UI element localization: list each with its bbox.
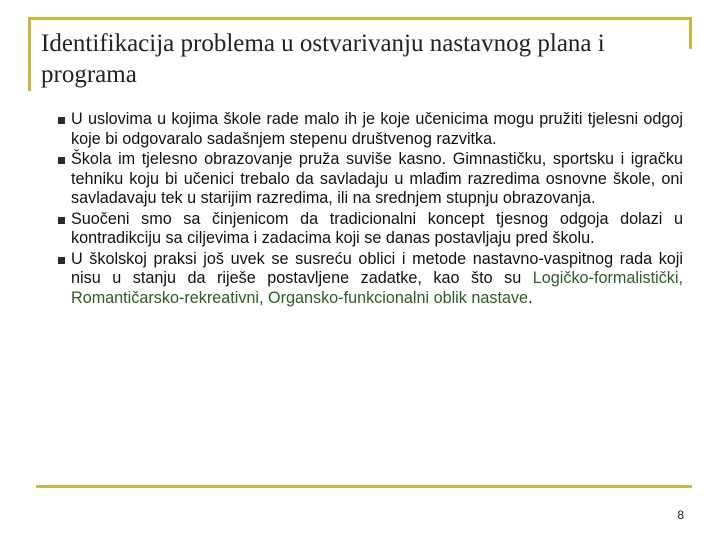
square-bullet-icon	[58, 117, 65, 124]
bullet-text: U školskoj praksi još uvek se susreću oblici i metode nastavno-vaspitnog rada koji nisu u stanju da riješe postavljene zadatke, kao što su	[71, 249, 683, 287]
footer-divider	[36, 485, 692, 488]
frame-left-line	[28, 17, 31, 91]
frame-top-line	[28, 17, 692, 20]
bullet-text: Škola im tjelesno obrazovanje pruža suviše kasno. Gimnastičku, sportsku i igračku tehniku koju bi učenici trebalo da savladaju u mlađim razredima osnovne škole, oni savladavaju tek u starijim razredima, ili na srednjem stupnju obrazovanja.	[71, 150, 683, 207]
page-number: 8	[677, 508, 684, 522]
square-bullet-icon	[58, 157, 65, 164]
bullet-text-end: .	[528, 288, 533, 307]
bullet-item-3	[58, 210, 683, 249]
bullet-item-1	[58, 110, 683, 149]
bullet-item-2	[58, 150, 683, 209]
slide-title: Identifikacija problema u ostvarivanju nastavnog plana i programa	[41, 30, 605, 88]
bullet-list	[58, 110, 683, 309]
bullet-highlight-text: Logičko-formalistički, Romantičarsko-rekreativni, Organsko-funkcionalni oblik nastave	[71, 269, 683, 307]
square-bullet-icon	[58, 217, 65, 224]
square-bullet-icon	[58, 257, 65, 264]
bullet-item-4	[58, 250, 683, 309]
bullet-text: Suočeni smo sa činjenicom da tradicionalni koncept tjesnog odgoja dolazi u kontradikciju sa ciljevima i zadacima koji se danas postavljaju pred školu.	[71, 209, 683, 247]
bullet-text: U uslovima u kojima škole rade malo ih je koje učenicima mogu pružiti tjelesni odgoj koje bi odgovaralo sadašnjem stepenu društvenog razvitka.	[71, 110, 683, 148]
frame-right-line	[689, 17, 692, 49]
